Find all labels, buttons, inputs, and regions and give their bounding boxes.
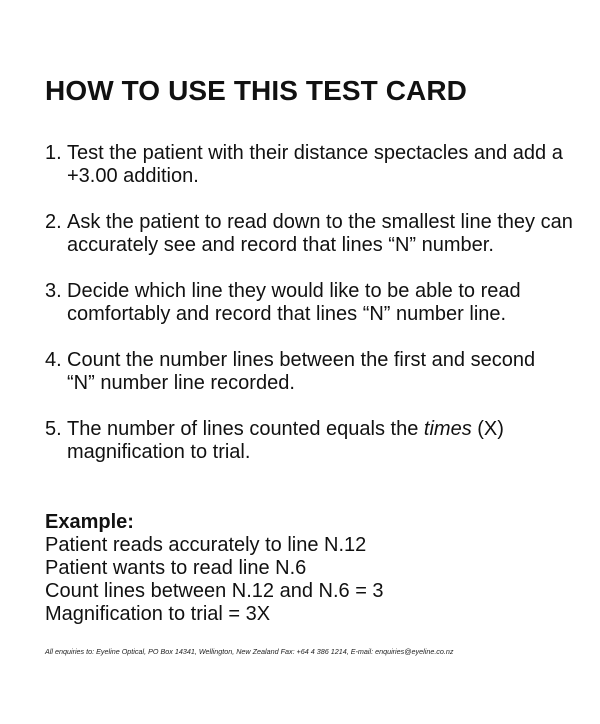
example-line: Magnification to trial = 3X <box>45 603 271 625</box>
step-number: 5. <box>45 418 62 440</box>
step-number: 3. <box>45 280 62 302</box>
example-line: Patient reads accurately to line N.12 <box>45 534 367 556</box>
instruction-list <box>45 142 595 487</box>
page-title: HOW TO USE THIS TEST CARD <box>45 75 467 106</box>
instruction-step-3 <box>45 280 595 326</box>
step-line: Decide which line they would like to be able to read <box>67 280 521 302</box>
contact-footer: All enquiries to: Eyeline Optical, PO Box 14341, Wellington, New Zealand Fax: +64 4 386 1214, E-mail: enquiries@eyeline.co.nz <box>45 647 454 656</box>
example-heading: Example: <box>45 511 134 533</box>
step-text <box>67 280 595 326</box>
step-number: 1. <box>45 142 62 164</box>
step-line: +3.00 addition. <box>67 165 199 187</box>
instruction-step-5 <box>45 418 595 464</box>
example-line: Count lines between N.12 and N.6 = 3 <box>45 580 384 602</box>
instruction-step-1 <box>45 142 595 188</box>
step-line: Count the number lines between the first and second <box>67 349 536 371</box>
step-text-after: (X) <box>471 418 504 440</box>
step-line: comfortably and record that lines “N” number line. <box>67 303 507 325</box>
step-text <box>67 142 595 188</box>
step-number: 2. <box>45 211 62 233</box>
example-line: Patient wants to read line N.6 <box>45 557 307 579</box>
instruction-step-4 <box>45 349 595 395</box>
step-text-emphasis: times <box>423 418 472 440</box>
step-line: “N” number line recorded. <box>67 372 295 394</box>
step-line: accurately see and record that lines “N” number. <box>67 234 494 256</box>
step-line: Ask the patient to read down to the smallest line they can <box>67 211 573 233</box>
step-text <box>67 349 595 395</box>
step-text <box>67 211 595 257</box>
example-section <box>45 511 384 626</box>
instruction-step-2 <box>45 211 595 257</box>
step-line <box>67 418 595 441</box>
step-text-before: The number of lines counted equals the <box>67 418 424 440</box>
step-number: 4. <box>45 349 62 371</box>
step-line: Test the patient with their distance spectacles and add a <box>67 142 563 164</box>
step-line: magnification to trial. <box>67 441 251 463</box>
step-text <box>67 418 595 464</box>
